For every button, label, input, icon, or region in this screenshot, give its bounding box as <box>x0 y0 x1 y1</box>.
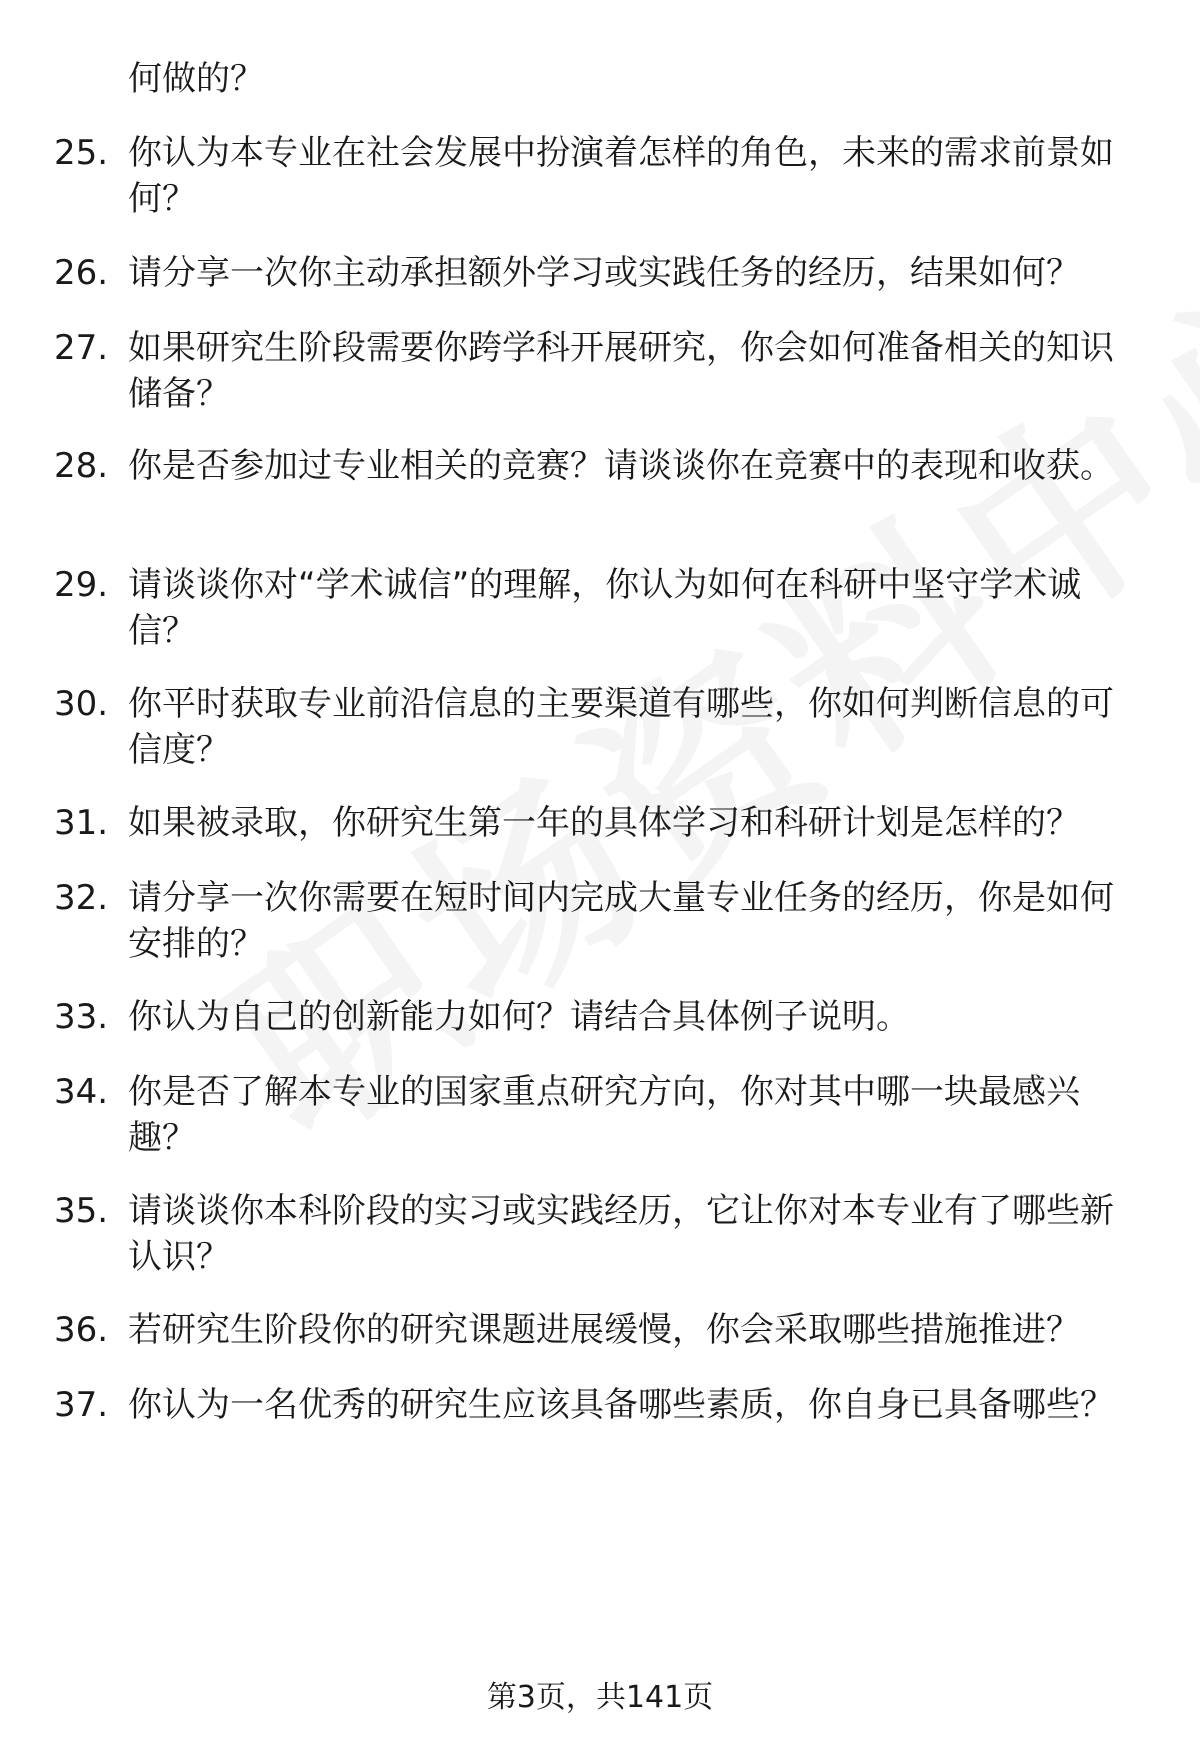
question-number: 37. <box>54 1385 109 1425</box>
question-number: 32. <box>54 878 109 918</box>
question-text: 你认为一名优秀的研究生应该具备哪些素质，你自身已具备哪些？ <box>128 1385 1114 1425</box>
question-number: 26. <box>54 253 109 293</box>
question-text: 你是否了解本专业的国家重点研究方向，你对其中哪一块最感兴趣？ <box>128 1072 1080 1158</box>
question-text: 请分享一次你主动承担额外学习或实践任务的经历，结果如何？ <box>128 253 1080 293</box>
continuation-text: 何做的？ <box>128 59 264 99</box>
question-number: 30. <box>54 684 109 724</box>
question-text: 请谈谈你对“学术诚信”的理解，你认为如何在科研中坚守学术诚信？ <box>128 565 1082 651</box>
question-text: 你认为自己的创新能力如何？请结合具体例子说明。 <box>128 997 910 1037</box>
question-number: 34. <box>54 1072 109 1112</box>
page-footer: 第3页，共141页 <box>486 1680 714 1715</box>
question-number: 28. <box>54 446 109 486</box>
question-number: 31. <box>54 803 109 843</box>
question-text: 请谈谈你本科阶段的实习或实践经历，它让你对本专业有了哪些新认识？ <box>128 1191 1114 1277</box>
question-number: 35. <box>54 1191 109 1231</box>
question-text: 你平时获取专业前沿信息的主要渠道有哪些，你如何判断信息的可信度？ <box>128 684 1114 770</box>
question-text: 如果被录取，你研究生第一年的具体学习和科研计划是怎样的？ <box>128 803 1080 843</box>
question-number: 25. <box>54 133 109 173</box>
question-number: 33. <box>54 997 109 1037</box>
question-number: 29. <box>54 565 109 605</box>
question-number: 27. <box>54 328 109 368</box>
question-text: 你认为本专业在社会发展中扮演着怎样的角色，未来的需求前景如何？ <box>128 133 1114 219</box>
question-text: 你是否参加过专业相关的竞赛？请谈谈你在竞赛中的表现和收获。 <box>128 446 1114 486</box>
question-text: 请分享一次你需要在短时间内完成大量专业任务的经历，你是如何安排的？ <box>128 878 1114 964</box>
question-number: 36. <box>54 1310 109 1350</box>
question-text: 若研究生阶段你的研究课题进展缓慢，你会采取哪些措施推进？ <box>128 1310 1080 1350</box>
question-text: 如果研究生阶段需要你跨学科开展研究，你会如何准备相关的知识储备？ <box>128 328 1114 414</box>
